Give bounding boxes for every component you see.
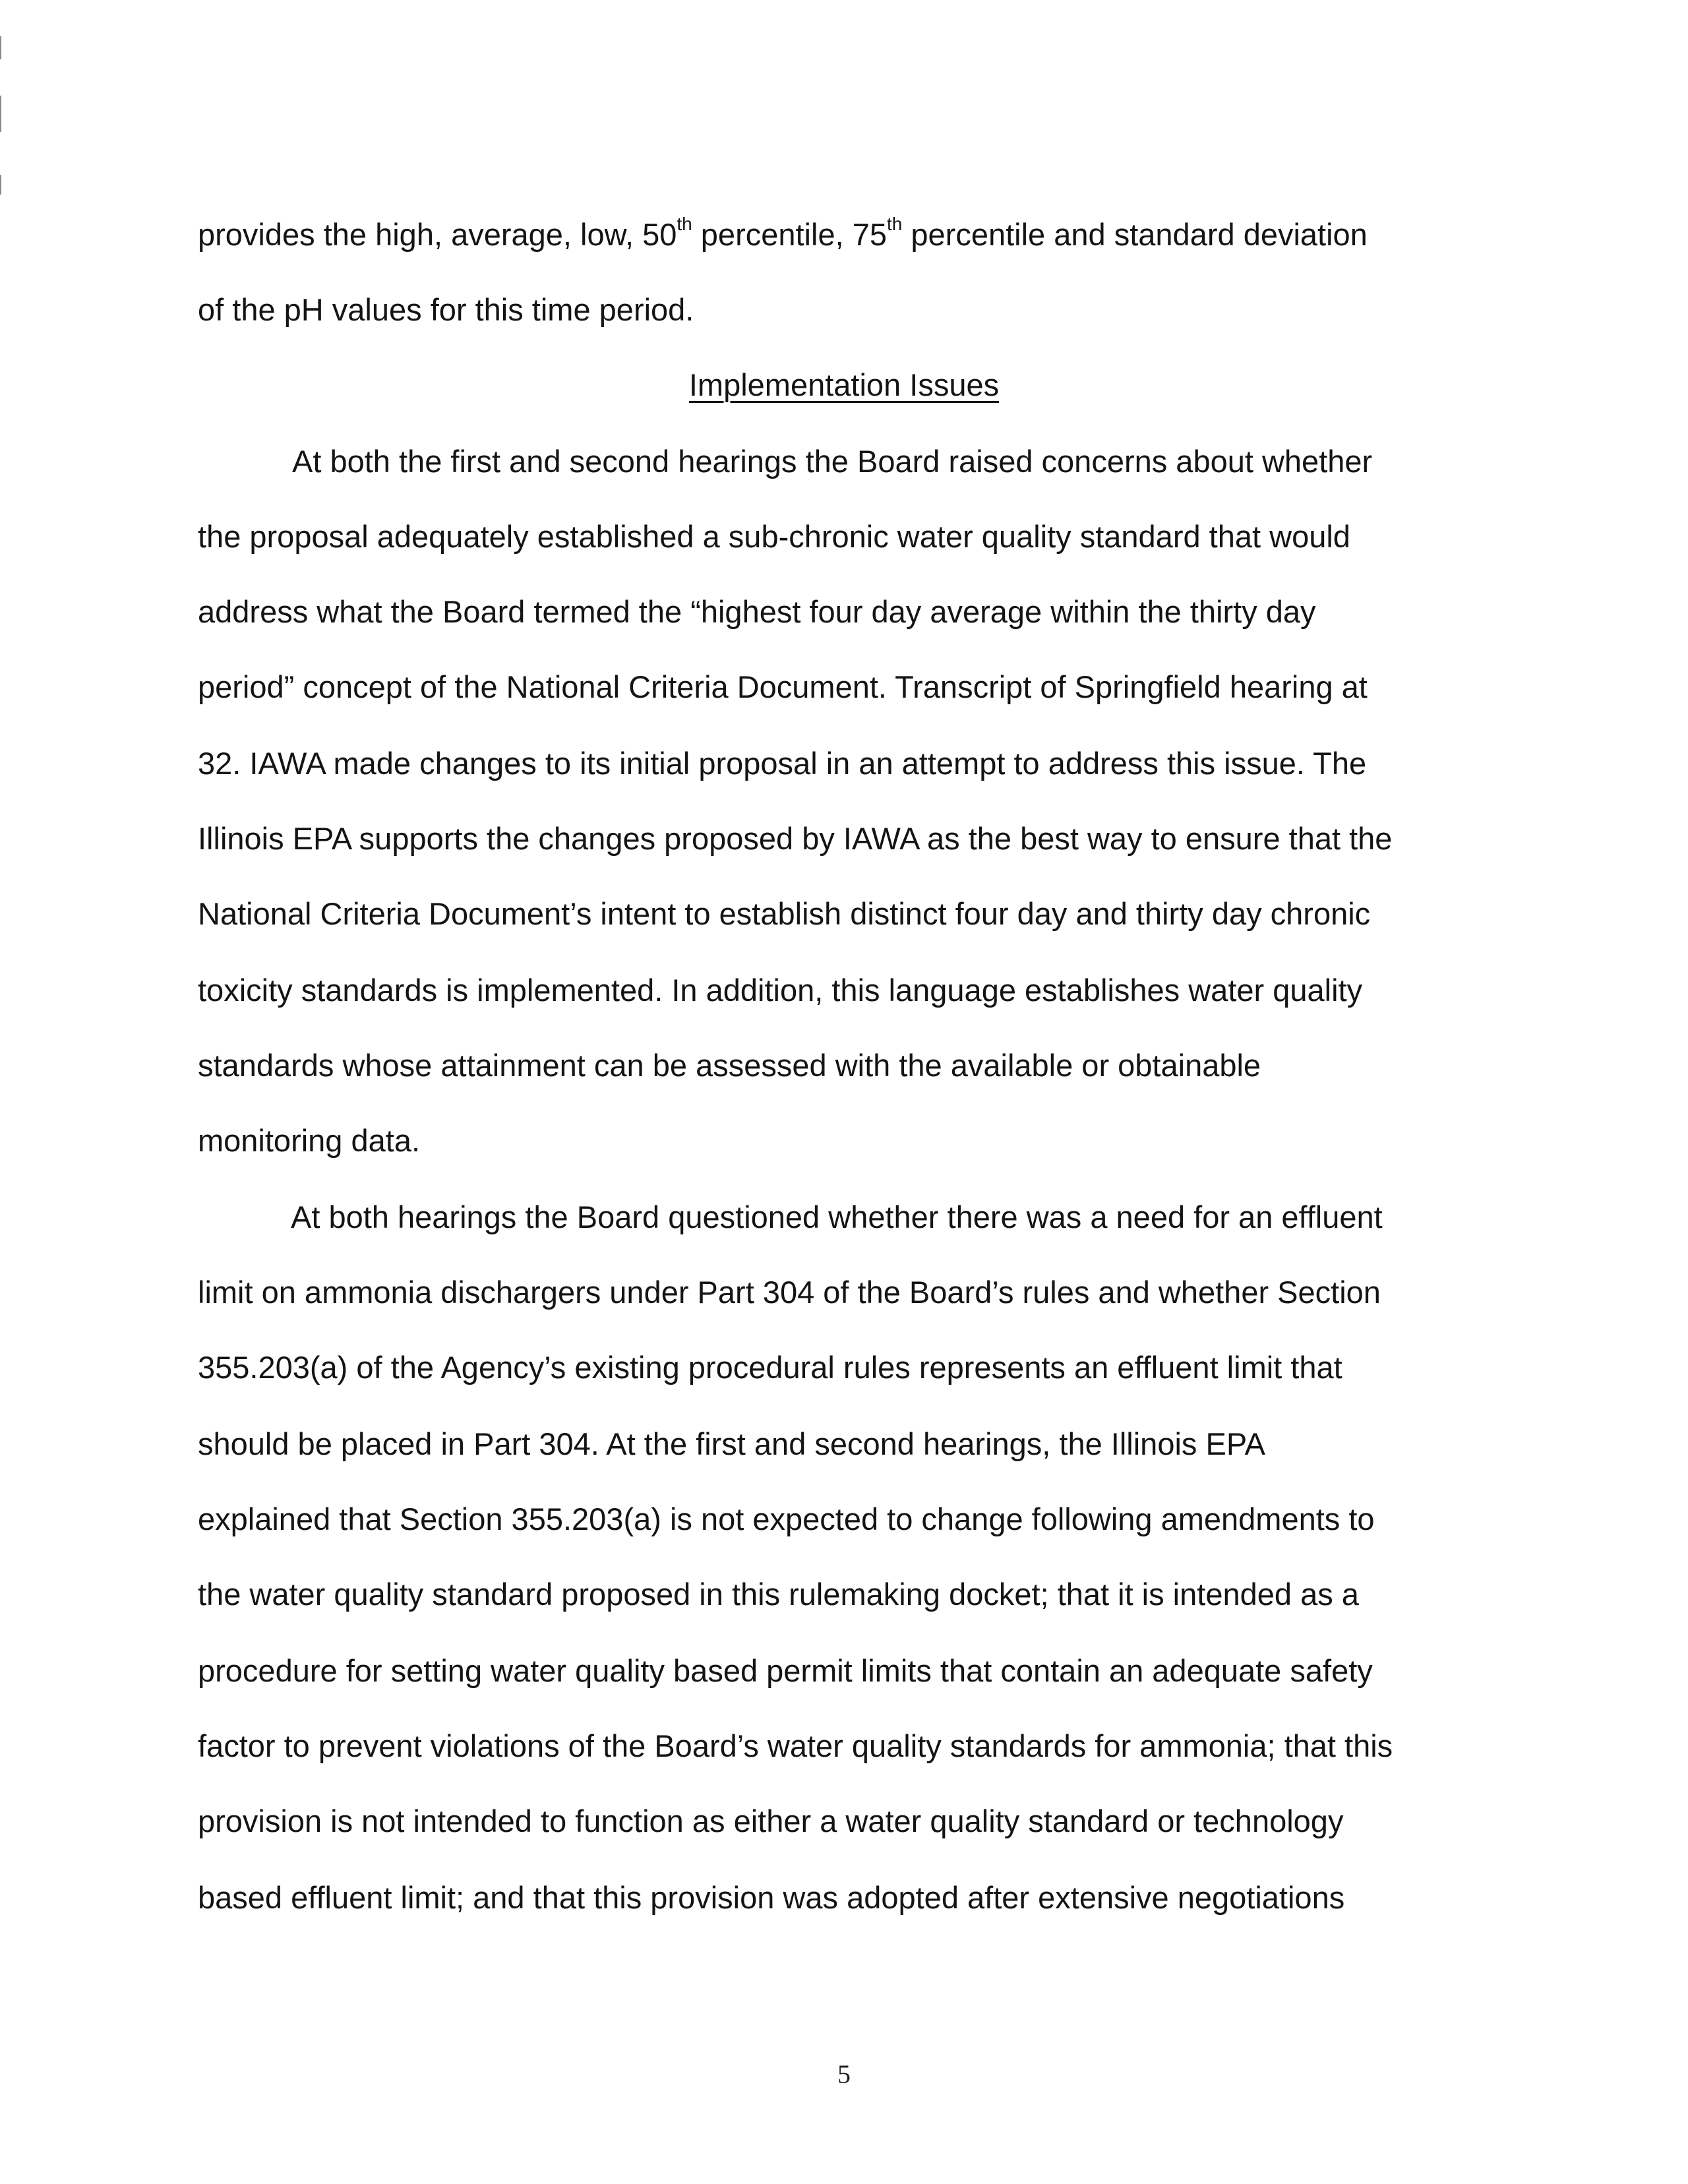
text-line-22: based effluent limit; and that this provision was adopted after extensive negotiations	[198, 1880, 1345, 1915]
page-number: 5	[837, 2059, 851, 2089]
text-line-15: 355.203(a) of the Agency’s existing procedural rules represents an effluent limit that	[198, 1350, 1342, 1385]
scan-artifact-left-bottom	[0, 175, 1, 195]
text-line-17: explained that Section 355.203(a) is not expected to change following amendments to	[198, 1502, 1375, 1536]
text-line-20: factor to prevent violations of the Board’s water quality standards for ammonia; that this	[198, 1728, 1393, 1763]
text-line-13: At both hearings the Board questioned whether there was a need for an effluent	[291, 1199, 1383, 1234]
text-line-1: provides the high, average, low, 50th percentile, 75th percentile and standard deviation	[198, 214, 1368, 252]
text-line-5: address what the Board termed the “highest four day average within the thirty day	[198, 594, 1316, 629]
text-line-4: the proposal adequately established a sub-chronic water quality standard that would	[198, 519, 1350, 554]
text-line-9: National Criteria Document’s intent to establish distinct four day and thirty day chronic	[198, 896, 1371, 931]
scan-artifact-left-middle	[0, 96, 1, 132]
text-line-7: 32. IAWA made changes to its initial proposal in an attempt to address this issue. The	[198, 746, 1367, 781]
text-line-19: procedure for setting water quality based permit limits that contain an adequate safety	[198, 1653, 1373, 1688]
text-line-3: At both the first and second hearings the Board raised concerns about whether	[292, 444, 1373, 479]
text-line-18: the water quality standard proposed in this rulemaking docket; that it is intended as a	[198, 1577, 1359, 1612]
text-line-11: standards whose attainment can be assessed with the available or obtainable	[198, 1048, 1261, 1083]
text-line-14: limit on ammonia dischargers under Part 304 of the Board’s rules and whether Section	[198, 1275, 1381, 1310]
section-heading: Implementation Issues	[688, 367, 1000, 402]
text-line-12: monitoring data.	[198, 1123, 421, 1158]
text-line-6: period” concept of the National Criteria Document. Transcript of Springfield hearing at	[198, 669, 1368, 704]
text-line-16: should be placed in Part 304. At the first and second hearings, the Illinois EPA	[198, 1426, 1266, 1461]
text-line-10: toxicity standards is implemented. In addition, this language establishes water quality	[198, 973, 1363, 1008]
text-line-2: of the pH values for this time period.	[198, 292, 694, 327]
text-line-21: provision is not intended to function as either a water quality standard or technology	[198, 1804, 1344, 1838]
scan-artifact-left-top	[0, 36, 1, 59]
text-line-8: Illinois EPA supports the changes proposed by IAWA as the best way to ensure that the	[198, 821, 1393, 856]
